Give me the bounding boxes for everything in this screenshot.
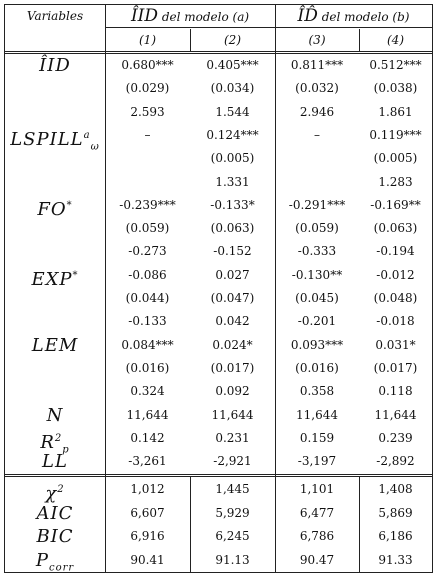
cell-col-2: 1.544 (215, 104, 250, 119)
cell-col-1: -0.239*** (119, 197, 176, 212)
cell-col-1: 11,644 (126, 407, 169, 422)
row-label: FO* (37, 198, 73, 220)
cell-col-2: 0.092 (215, 384, 250, 399)
table-row (5, 194, 432, 220)
cell-col-1: – (144, 127, 151, 142)
cell-col-3 (275, 171, 359, 194)
results-table (4, 4, 433, 573)
cell-col-1: 6,916 (130, 529, 165, 543)
cell-col-3: 11,644 (296, 407, 338, 422)
row-label: $R^2_p$ (40, 431, 70, 456)
cell-col-4: (0.038) (373, 81, 418, 96)
cell-col-2: 0.231 (215, 430, 250, 445)
col-number-3: (3) (308, 33, 326, 47)
cell-col-4: 5,869 (378, 505, 413, 520)
cell-col-2: 91.13 (215, 552, 250, 567)
row-label: LL (42, 451, 68, 473)
cell-col-2: 0.027 (215, 267, 250, 282)
fit-row (5, 549, 432, 573)
model-a-suffix: del modelo (a) (161, 10, 250, 24)
header-rule-top (105, 27, 432, 28)
cell-col-3: (0.045) (295, 291, 339, 305)
table-row (5, 334, 432, 357)
row-label: $\chi^2$ (45, 483, 65, 504)
table-row (5, 264, 432, 290)
cell-col-3: (0.032) (295, 81, 339, 96)
cell-col-2: (0.017) (210, 360, 255, 375)
cell-col-2: -2,921 (213, 454, 252, 469)
cell-col-3: 0.358 (299, 384, 335, 399)
row-label: $LSPILL^a_\omega$ (10, 128, 100, 153)
col-number-4: (4) (387, 33, 404, 47)
cell-col-4: 0.118 (378, 384, 413, 399)
row-label (5, 287, 105, 310)
cell-col-3: 0.811*** (290, 58, 344, 72)
cell-col-2: 0.124*** (206, 127, 259, 142)
cell-col-2: 0.024* (212, 337, 253, 352)
row-label (5, 310, 105, 333)
row-label (5, 77, 105, 100)
table-row (5, 171, 432, 194)
row-label (5, 171, 105, 194)
model-b-header: ÎD̂ del modelo (b) (297, 6, 410, 26)
cell-col-2: (0.005) (210, 151, 255, 166)
cell-col-2: (0.063) (210, 221, 255, 236)
cell-col-1: -0.273 (128, 244, 167, 259)
row-label: N (46, 404, 64, 426)
cell-col-4: (0.063) (373, 221, 418, 236)
row-label: ÎID (39, 55, 71, 76)
cell-col-4: -0.012 (376, 267, 415, 282)
col-number-2: (2) (224, 33, 241, 47)
table-row (5, 240, 432, 263)
model-a-header: ÎID del modelo (a) (130, 6, 250, 26)
cell-col-1: (0.016) (125, 360, 170, 375)
cell-col-3: – (314, 127, 320, 142)
table-row (5, 380, 432, 403)
cell-col-4: -0.194 (376, 244, 415, 259)
cell-col-2: 1,445 (215, 482, 250, 496)
variables-header: Variables (26, 9, 84, 23)
cell-col-2: 0.042 (215, 314, 250, 329)
cell-col-1: 2.593 (130, 104, 165, 119)
table-row (5, 124, 432, 153)
cell-col-3: -0.130** (291, 267, 343, 282)
row-label (5, 380, 105, 403)
cell-col-4: 0.119*** (369, 127, 422, 142)
col-number-1: (1) (139, 33, 156, 47)
fit-rule (5, 474, 432, 477)
cell-col-3: 90.47 (299, 552, 335, 567)
table-row (5, 147, 432, 170)
cell-col-3: -0.291*** (288, 197, 346, 212)
cell-col-1: -0.086 (128, 267, 167, 282)
row-label: AIC (36, 502, 74, 524)
table-row (5, 357, 432, 380)
cell-col-3 (275, 147, 359, 170)
table-row (5, 54, 432, 77)
cell-col-2: 1.331 (215, 174, 250, 189)
cell-col-4: -2,892 (376, 454, 415, 469)
table-row (5, 450, 432, 473)
row-label: BIC (36, 526, 74, 547)
cell-col-4: 0.031* (375, 337, 416, 352)
model-b-suffix: del modelo (b) (321, 10, 410, 24)
cell-col-3: -0.333 (297, 244, 337, 259)
cell-col-2: (0.047) (210, 291, 255, 305)
row-label: EXP* (31, 268, 79, 290)
cell-col-4: (0.048) (373, 291, 418, 305)
row-label: $P_{corr}$ (35, 549, 75, 574)
cell-col-2: 6,245 (215, 529, 250, 543)
cell-col-4: (0.005) (373, 151, 418, 166)
cell-col-2: 5,929 (215, 505, 250, 520)
cell-col-1: 1,012 (130, 482, 165, 496)
cell-col-4: 11,644 (374, 407, 417, 422)
cell-col-1: (0.044) (125, 291, 170, 305)
cell-col-1: (0.059) (125, 221, 170, 236)
cell-col-3: 6,786 (299, 529, 335, 543)
cell-col-2: (0.034) (210, 81, 255, 96)
cell-col-4: 0.239 (378, 430, 413, 445)
cell-col-2: 0.405*** (206, 58, 259, 72)
table-row (5, 77, 432, 100)
cell-col-1: 0.680*** (121, 58, 174, 72)
cell-col-3: -0.201 (297, 314, 337, 329)
row-label (5, 240, 105, 263)
cell-col-2: 11,644 (211, 407, 254, 422)
cell-col-4: 1.283 (378, 174, 413, 189)
cell-col-4: 6,186 (378, 529, 413, 543)
cell-col-3: 2.946 (299, 104, 335, 119)
table-row (5, 217, 432, 240)
cell-col-1: 0.142 (130, 430, 165, 445)
cell-col-3: -3,197 (297, 454, 337, 469)
cell-col-4: 0.512*** (369, 58, 422, 72)
cell-col-3: 0.159 (299, 430, 335, 445)
table-row (5, 427, 432, 456)
row-label (5, 217, 105, 240)
fit-row (5, 478, 432, 502)
cell-col-4: -0.018 (376, 314, 415, 329)
cell-col-1: 0.084*** (121, 337, 174, 352)
cell-col-1 (105, 147, 190, 170)
cell-col-4: 91.33 (378, 552, 413, 567)
cell-col-1: (0.029) (125, 81, 170, 96)
row-label: LEM (31, 334, 79, 356)
row-label (5, 101, 105, 124)
table-row (5, 404, 432, 427)
cell-col-3: 6,477 (299, 505, 335, 520)
row-label (5, 147, 105, 170)
fit-row (5, 502, 432, 526)
table-row (5, 287, 432, 310)
row-label (5, 357, 105, 380)
cell-col-3: 0.093*** (290, 337, 344, 352)
cell-col-1: 6,607 (130, 505, 165, 520)
cell-col-1: -0.133 (128, 314, 167, 329)
table-row (5, 101, 432, 124)
cell-col-3: 1,101 (299, 482, 335, 496)
table-row (5, 310, 432, 333)
fit-row (5, 525, 432, 549)
cell-col-4: 1.861 (378, 104, 413, 119)
cell-col-1 (105, 171, 190, 194)
cell-col-1: 90.41 (130, 552, 165, 567)
cell-col-2: -0.152 (213, 244, 252, 259)
cell-col-4: -0.169** (370, 197, 421, 212)
cell-col-1: -3,261 (128, 454, 167, 469)
cell-col-4: (0.017) (373, 360, 418, 375)
cell-col-4: 1,408 (378, 482, 413, 496)
cell-col-3: (0.059) (295, 221, 339, 236)
cell-col-1: 0.324 (130, 384, 165, 399)
cell-col-2: -0.133* (210, 197, 255, 212)
cell-col-3: (0.016) (295, 360, 339, 375)
